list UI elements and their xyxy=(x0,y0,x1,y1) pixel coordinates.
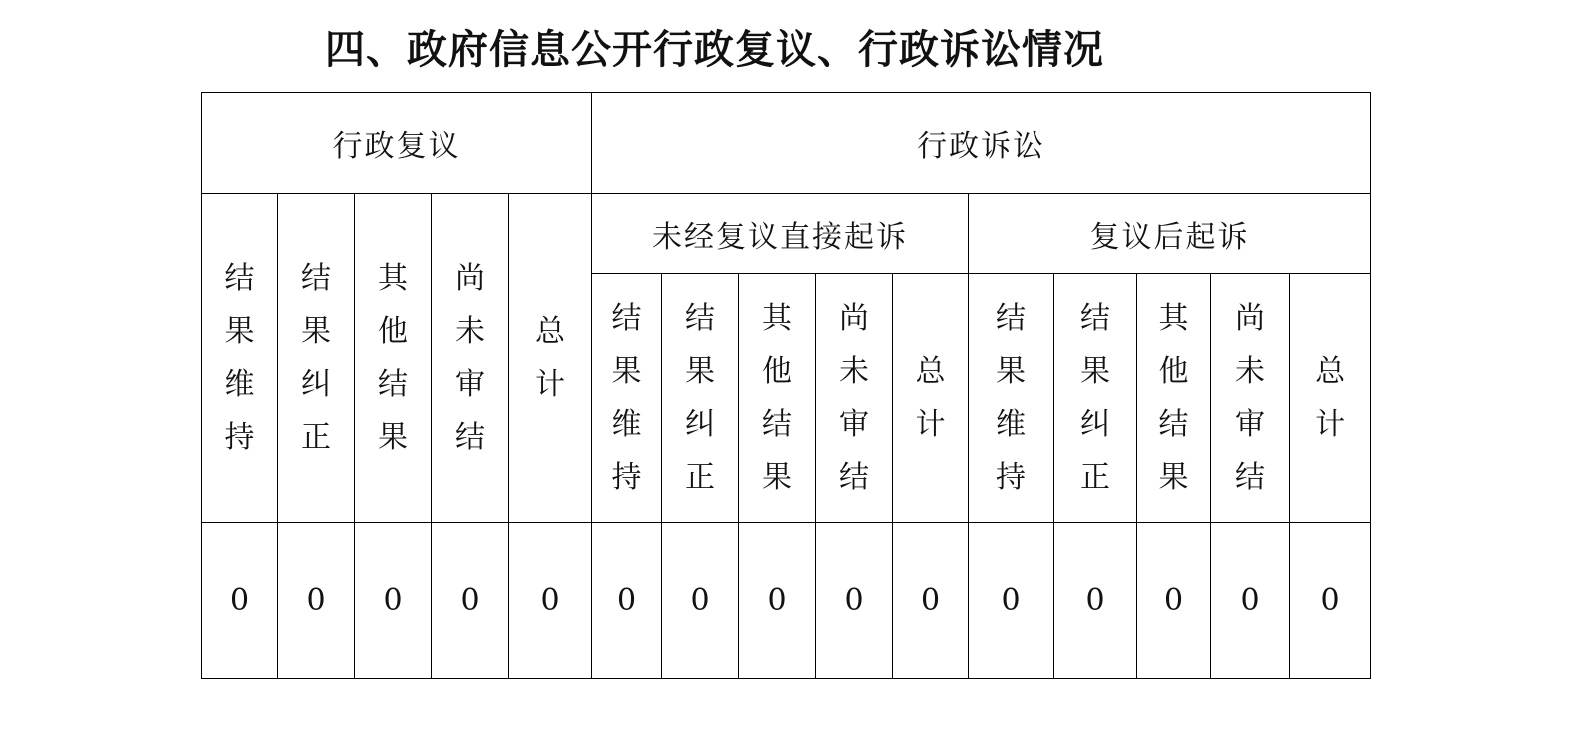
direct-col-header: 其他结果 xyxy=(739,274,816,523)
direct-col-header: 结果维持 xyxy=(592,274,662,523)
review-col-header: 尚未审结 xyxy=(432,194,509,523)
value-cell: 0 xyxy=(893,523,969,679)
review-col-header: 结果维持 xyxy=(202,194,278,523)
value-cell: 0 xyxy=(1137,523,1211,679)
review-col-header: 结果纠正 xyxy=(278,194,355,523)
direct-col-header: 结果纠正 xyxy=(662,274,739,523)
value-cell: 0 xyxy=(662,523,739,679)
value-cell: 0 xyxy=(1290,523,1371,679)
after-col-header: 结果纠正 xyxy=(1054,274,1137,523)
table-row xyxy=(202,523,1371,679)
review-header: 行政复议 xyxy=(202,93,592,194)
value-cell: 0 xyxy=(355,523,432,679)
after-col-header: 结果维持 xyxy=(969,274,1054,523)
direct-col-header: 尚未审结 xyxy=(816,274,893,523)
value-cell: 0 xyxy=(739,523,816,679)
review-col-header: 总计 xyxy=(509,194,592,523)
value-cell: 0 xyxy=(592,523,662,679)
after-col-header: 其他结果 xyxy=(1137,274,1211,523)
after-review-header: 复议后起诉 xyxy=(969,194,1371,274)
direct-col-header: 总计 xyxy=(893,274,969,523)
after-col-header: 尚未审结 xyxy=(1211,274,1290,523)
value-cell: 0 xyxy=(1054,523,1137,679)
value-cell: 0 xyxy=(969,523,1054,679)
after-col-header: 总计 xyxy=(1290,274,1371,523)
value-cell: 0 xyxy=(1211,523,1290,679)
value-cell: 0 xyxy=(509,523,592,679)
litigation-header: 行政诉讼 xyxy=(592,93,1371,194)
direct-suit-header: 未经复议直接起诉 xyxy=(592,194,969,274)
value-cell: 0 xyxy=(816,523,893,679)
review-col-header: 其他结果 xyxy=(355,194,432,523)
review-litigation-table xyxy=(201,92,1371,679)
value-cell: 0 xyxy=(278,523,355,679)
value-cell: 0 xyxy=(202,523,278,679)
value-cell: 0 xyxy=(432,523,509,679)
page-title: 四、政府信息公开行政复议、行政诉讼情况 xyxy=(325,27,1104,73)
